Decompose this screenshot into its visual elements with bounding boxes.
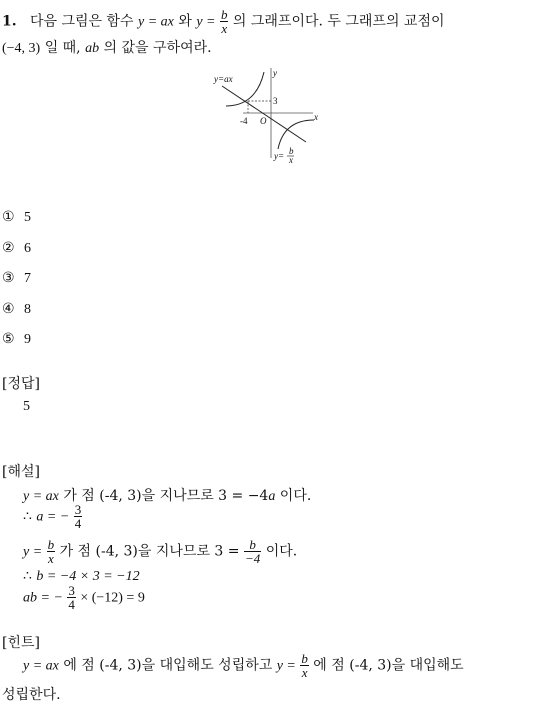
fraction-denominator: x bbox=[221, 21, 228, 36]
fraction-numerator: 3 bbox=[74, 502, 82, 517]
solution-end: 이다. bbox=[265, 543, 298, 560]
hint-formula: y = ax bbox=[23, 658, 59, 674]
hint-y-eq: y = bbox=[276, 658, 296, 674]
choice-2[interactable] bbox=[2, 240, 31, 257]
choice-5[interactable] bbox=[2, 331, 31, 348]
fraction-b-over-x bbox=[300, 652, 309, 679]
label-y-bx-num: b bbox=[289, 146, 294, 156]
question-number: 1. bbox=[2, 13, 17, 30]
fraction-b-over-minus4 bbox=[244, 538, 261, 565]
question-text-a: 다음 그림은 함수 bbox=[29, 13, 134, 30]
hint-text-2: 에 점 (-4, 3)을 대입해도 bbox=[313, 657, 464, 674]
choice-value: 5 bbox=[24, 210, 31, 225]
formula-y-ax: y = ax bbox=[138, 14, 174, 30]
tick-3: 3 bbox=[273, 96, 278, 106]
fraction-denominator: x bbox=[301, 665, 308, 680]
fraction-numerator: b bbox=[249, 537, 256, 552]
fraction-numerator: b bbox=[220, 7, 228, 22]
label-y-axis: y bbox=[273, 68, 277, 78]
label-x-axis: x bbox=[314, 112, 318, 122]
label-y-bx-den: x bbox=[289, 155, 293, 165]
choice-mark: ④ bbox=[2, 301, 15, 317]
choice-value: 6 bbox=[24, 241, 31, 256]
solution-end: 이다. bbox=[279, 488, 312, 504]
choice-mark: ② bbox=[2, 240, 15, 256]
choice-mark: ⑤ bbox=[2, 331, 15, 347]
solution-ab-rhs: × (−12) = 9 bbox=[80, 590, 145, 606]
intersection-point: (−4, 3) bbox=[2, 41, 41, 56]
choice-mark: ③ bbox=[2, 270, 15, 286]
solution-line-2 bbox=[23, 503, 82, 530]
hint-text: 에 점 (-4, 3)을 대입해도 성립하고 bbox=[63, 657, 273, 674]
hint-heading: [힌트] bbox=[2, 635, 40, 651]
question-line-1 bbox=[2, 8, 445, 35]
choice-1[interactable] bbox=[2, 209, 31, 226]
solution-formula: y = ax bbox=[23, 489, 59, 504]
fraction-b-over-x bbox=[220, 8, 229, 35]
therefore-symbol: ∴ bbox=[23, 509, 32, 525]
label-y-ax: y=ax bbox=[214, 74, 233, 84]
choice-value: 7 bbox=[24, 271, 31, 286]
fraction-denominator: −4 bbox=[244, 551, 261, 566]
tick-minus-4: -4 bbox=[240, 116, 248, 126]
function-graph bbox=[210, 66, 325, 166]
choice-4[interactable] bbox=[2, 301, 31, 318]
solution-line-1 bbox=[23, 485, 311, 505]
fraction-denominator: 4 bbox=[74, 516, 82, 531]
choice-value: 9 bbox=[24, 332, 31, 347]
solution-text: 가 점 (-4, 3)을 지나므로 3 = bbox=[59, 543, 240, 560]
solution-y-eq: y = bbox=[23, 544, 43, 560]
fraction-b-over-x bbox=[47, 538, 56, 565]
answer-heading: [정답] bbox=[2, 376, 40, 392]
fraction-denominator: x bbox=[47, 551, 54, 566]
therefore-symbol: ∴ bbox=[23, 569, 32, 584]
solution-a-eq: a = − bbox=[36, 509, 70, 525]
fraction-3-over-4 bbox=[67, 584, 76, 611]
solution-text: 가 점 (-4, 3)을 지나므로 3 = −4 bbox=[63, 488, 269, 504]
solution-ab-eq: ab = − bbox=[23, 590, 63, 606]
choice-value: 8 bbox=[24, 302, 31, 317]
hint-line-1 bbox=[23, 652, 464, 679]
fraction-3-over-4 bbox=[74, 503, 83, 530]
solution-var-a: a bbox=[268, 489, 276, 504]
question-text-d: 의 값을 구하여라. bbox=[103, 40, 212, 56]
question-line-2 bbox=[2, 37, 212, 57]
line-y-ax bbox=[222, 86, 306, 142]
question-text-c: 일 때, bbox=[44, 40, 81, 56]
fraction-numerator: 3 bbox=[68, 583, 75, 598]
solution-b-eq: b = −4 × 3 = −12 bbox=[36, 569, 140, 584]
origin-label: O bbox=[260, 116, 267, 126]
formula-y-eq: y = bbox=[196, 14, 216, 30]
solution-line-3 bbox=[23, 538, 297, 565]
solution-line-5 bbox=[23, 584, 145, 611]
formula-ab: ab bbox=[85, 41, 100, 56]
choice-3[interactable] bbox=[2, 270, 31, 287]
solution-line-4 bbox=[23, 568, 140, 585]
fraction-numerator: b bbox=[301, 651, 308, 666]
hint-line-2: 성립한다. bbox=[2, 687, 61, 703]
choice-mark: ① bbox=[2, 209, 15, 225]
question-conj: 와 bbox=[178, 13, 192, 30]
label-y-bx-lhs: y= bbox=[274, 151, 285, 161]
fraction-numerator: b bbox=[47, 537, 55, 552]
solution-heading: [해설] bbox=[2, 464, 40, 480]
question-text-b: 의 그래프이다. 두 그래프의 교점이 bbox=[232, 13, 445, 30]
answer-value: 5 bbox=[23, 399, 30, 414]
fraction-denominator: 4 bbox=[68, 597, 75, 612]
hyperbola-lower-right bbox=[278, 120, 314, 149]
